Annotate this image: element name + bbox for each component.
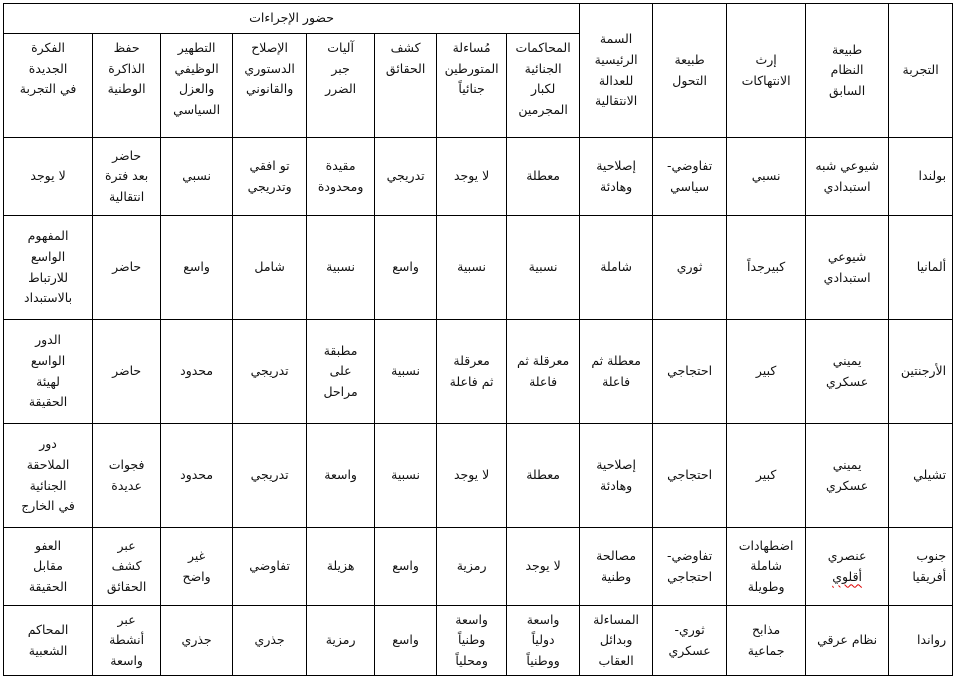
cell-vetting: واسع [161, 216, 233, 320]
cell-memory: فجوات عديدة [93, 424, 161, 528]
cell-reparation: واسعة [307, 424, 375, 528]
cell-truth: نسبية [375, 424, 437, 528]
regime-line-2-spellcheck-underline: أقلوي [832, 568, 863, 584]
col-header-reparation: آليات جبر الضرر [307, 34, 375, 138]
cell-transition: احتجاجي [653, 320, 727, 424]
cell-truth: نسبية [375, 320, 437, 424]
cell-vetting: غير واضح [161, 528, 233, 606]
cell-transition: ثوري- عسكري [653, 606, 727, 676]
cell-trials: لا يوجد [507, 528, 580, 606]
col-header-memory: حفظ الذاكرة الوطنية [93, 34, 161, 138]
cell-legacy: كبيرجداً [727, 216, 806, 320]
cell-legacy: نسبي [727, 138, 806, 216]
table-row [4, 424, 953, 528]
cell-reparation: نسبية [307, 216, 375, 320]
cell-regime: شيوعي شبه استبدادي [806, 138, 889, 216]
cell-regime [806, 528, 889, 606]
cell-trials: واسعة دولياً ووطنياً [507, 606, 580, 676]
cell-accountability: رمزية [437, 528, 507, 606]
cell-new-idea: العفو مقابل الحقيقة [4, 528, 93, 606]
cell-vetting: نسبي [161, 138, 233, 216]
cell-reform: تفاوضي [233, 528, 307, 606]
cell-legacy: كبير [727, 320, 806, 424]
cell-new-idea: لا يوجد [4, 138, 93, 216]
col-header-regime: طبيعة النظام السابق [806, 4, 889, 138]
cell-accountability: نسبية [437, 216, 507, 320]
cell-new-idea: المفهوم الواسع للارتباط بالاستبداد [4, 216, 93, 320]
cell-experience: جنوب أفريقيا [889, 528, 953, 606]
cell-transition: احتجاجي [653, 424, 727, 528]
cell-vetting: محدود [161, 320, 233, 424]
cell-trait: مصالحة وطنية [580, 528, 653, 606]
cell-reform: تو افقي وتدريجي [233, 138, 307, 216]
cell-experience: ألمانيا [889, 216, 953, 320]
col-header-trials: المحاكمات الجنائية لكبار المجرمين [507, 34, 580, 138]
cell-new-idea: المحاكم الشعبية [4, 606, 93, 676]
cell-memory: حاضر بعد فترة انتقالية [93, 138, 161, 216]
col-header-experience: التجربة [889, 4, 953, 138]
cell-trait: المساءلة وبدائل العقاب [580, 606, 653, 676]
col-header-new-idea: الفكرة الجديدة في التجربة [4, 34, 93, 138]
cell-accountability: لا يوجد [437, 138, 507, 216]
cell-accountability: لا يوجد [437, 424, 507, 528]
cell-trait: شاملة [580, 216, 653, 320]
cell-reparation: هزيلة [307, 528, 375, 606]
cell-accountability: واسعة وطنياً ومحلياً [437, 606, 507, 676]
cell-trials: معطلة [507, 424, 580, 528]
cell-reparation: مقيدة ومحدودة [307, 138, 375, 216]
cell-reform: جذري [233, 606, 307, 676]
cell-memory: حاضر [93, 320, 161, 424]
cell-truth: واسع [375, 216, 437, 320]
cell-transition: تفاوضي- احتجاجي [653, 528, 727, 606]
cell-trait: إصلاحية وهادئة [580, 138, 653, 216]
col-header-reform: الإصلاح الدستوري والقانوني [233, 34, 307, 138]
group-header-procedures: حضور الإجراءات [4, 4, 580, 34]
cell-transition: ثوري [653, 216, 727, 320]
cell-truth: تدريجي [375, 138, 437, 216]
cell-reform: شامل [233, 216, 307, 320]
cell-experience: تشيلي [889, 424, 953, 528]
cell-legacy: اضطهادات شاملة وطويلة [727, 528, 806, 606]
table-row [4, 606, 953, 676]
cell-regime: يميني عسكري [806, 424, 889, 528]
cell-memory: عبر أنشطة واسعة [93, 606, 161, 676]
regime-line-1: عنصري [827, 547, 867, 563]
cell-regime: نظام عرقي [806, 606, 889, 676]
cell-vetting: محدود [161, 424, 233, 528]
col-header-truth: كشف الحقائق [375, 34, 437, 138]
cell-trait: إصلاحية وهادئة [580, 424, 653, 528]
table-row [4, 320, 953, 424]
cell-trials: نسبية [507, 216, 580, 320]
col-header-legacy: إرث الانتهاكات [727, 4, 806, 138]
cell-trials: معرقلة ثم فاعلة [507, 320, 580, 424]
col-header-transition: طبيعة التحول [653, 4, 727, 138]
cell-experience: الأرجنتين [889, 320, 953, 424]
cell-truth: واسع [375, 528, 437, 606]
cell-vetting: جذري [161, 606, 233, 676]
cell-regime: شيوعي استبدادي [806, 216, 889, 320]
cell-memory: عبر كشف الحقائق [93, 528, 161, 606]
cell-reparation: مطبقة على مراحل [307, 320, 375, 424]
cell-legacy: مذابح جماعية [727, 606, 806, 676]
col-header-accountability: مُساءلة المتورطين جنائياً [437, 34, 507, 138]
cell-regime: يميني عسكري [806, 320, 889, 424]
cell-reform: تدريجي [233, 424, 307, 528]
col-header-trait: السمة الرئيسية للعدالة الانتقالية [580, 4, 653, 138]
cell-trials: معطلة [507, 138, 580, 216]
cell-legacy: كبير [727, 424, 806, 528]
cell-new-idea: دور الملاحقة الجنائية في الخارج [4, 424, 93, 528]
cell-reparation: رمزية [307, 606, 375, 676]
table-row [4, 216, 953, 320]
header-row-top [4, 4, 953, 34]
transitional-justice-table [3, 3, 953, 676]
table-row [4, 138, 953, 216]
cell-experience: رواندا [889, 606, 953, 676]
cell-experience: بولندا [889, 138, 953, 216]
cell-truth: واسع [375, 606, 437, 676]
col-header-vetting: التطهير الوظيفي والعزل السياسي [161, 34, 233, 138]
table-row [4, 528, 953, 606]
cell-memory: حاضر [93, 216, 161, 320]
cell-new-idea: الدور الواسع لهيئة الحقيقة [4, 320, 93, 424]
cell-reform: تدريجي [233, 320, 307, 424]
cell-transition: تفاوضي- سياسي [653, 138, 727, 216]
cell-trait: معطلة ثم فاعلة [580, 320, 653, 424]
cell-accountability: معرقلة ثم فاعلة [437, 320, 507, 424]
